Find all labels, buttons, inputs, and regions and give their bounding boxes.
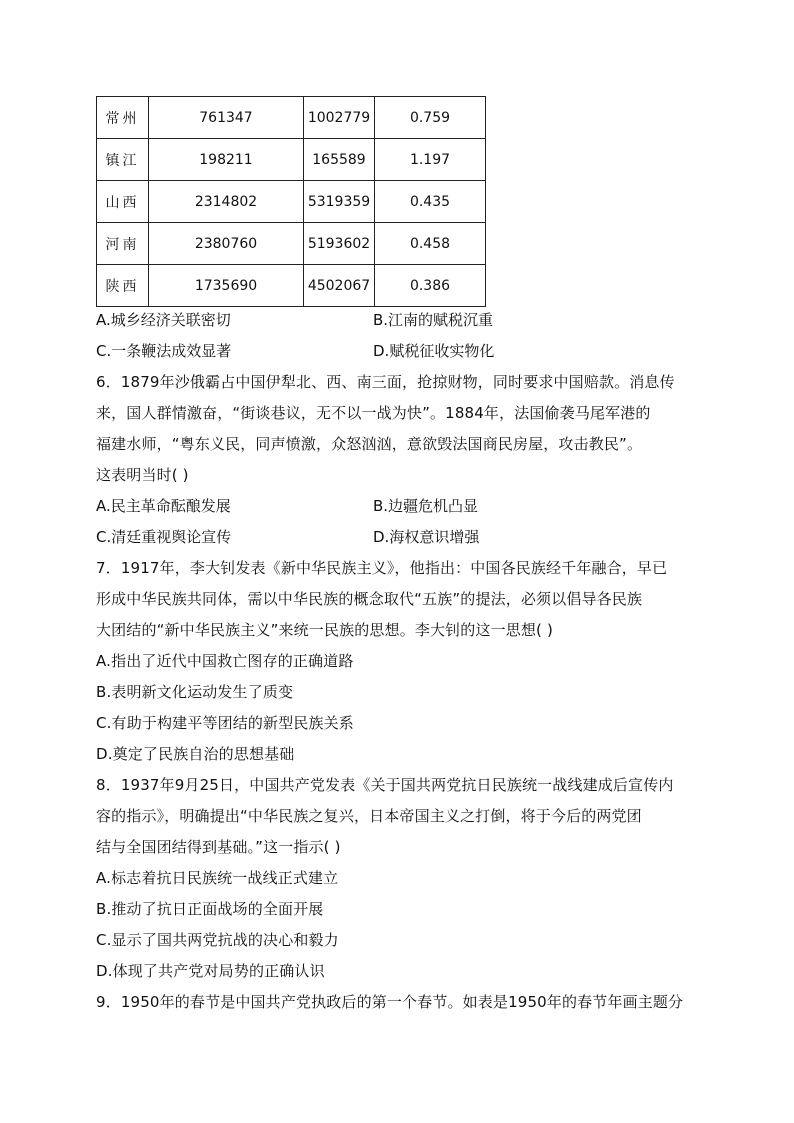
question-6-line: 来，国人群情激奋，“街谈巷议，无不以一战为快”。1884年，法国偷袭马尾军港的 bbox=[96, 404, 651, 422]
question-content bbox=[96, 305, 700, 1018]
question-8 bbox=[96, 770, 700, 987]
table-row bbox=[97, 139, 486, 181]
value-cell: 5319359 bbox=[304, 181, 375, 223]
question-6 bbox=[96, 367, 700, 553]
value-cell: 1735690 bbox=[149, 265, 304, 307]
question-8-line: 容的指示》，明确提出“中华民族之复兴，日本帝国主义之打倒，将于今后的两党团 bbox=[96, 807, 642, 825]
region-cell: 山西 bbox=[97, 181, 149, 223]
question-9-line: 9．1950年的春节是中国共产党执政后的第一个春节。如表是1950年的春节年画主题分 bbox=[96, 993, 684, 1011]
value-cell: 761347 bbox=[149, 97, 304, 139]
q7-option-b[interactable]: B.表明新文化运动发生了质变 bbox=[96, 683, 294, 701]
value-cell: 2314802 bbox=[149, 181, 304, 223]
q5-option-a[interactable]: A.城乡经济关联密切 bbox=[96, 311, 231, 329]
q6-option-a[interactable]: A.民主革命酝酿发展 bbox=[96, 497, 231, 515]
region-cell: 镇江 bbox=[97, 139, 149, 181]
q8-option-d[interactable]: D.体现了共产党对局势的正确认识 bbox=[96, 962, 325, 980]
q6-options-row-1 bbox=[96, 491, 700, 522]
value-cell: 198211 bbox=[149, 139, 304, 181]
question-7-line: 大团结的“新中华民族主义”来统一民族的思想。李大钊的这一思想( ) bbox=[96, 621, 553, 639]
data-table bbox=[96, 96, 486, 307]
region-cell: 常州 bbox=[97, 97, 149, 139]
table-row bbox=[97, 97, 486, 139]
question-6-line: 这表明当时( ) bbox=[96, 466, 189, 484]
ratio-cell: 1.197 bbox=[375, 139, 486, 181]
value-cell: 165589 bbox=[304, 139, 375, 181]
value-cell: 1002779 bbox=[304, 97, 375, 139]
q5-option-d[interactable]: D.赋税征收实物化 bbox=[373, 342, 495, 360]
region-cell: 河南 bbox=[97, 223, 149, 265]
question-7-line: 7．1917年，李大钊发表《新中华民族主义》，他指出：中国各民族经千年融合，早已 bbox=[96, 559, 668, 577]
q6-options-row-2 bbox=[96, 522, 700, 553]
table-row bbox=[97, 223, 486, 265]
q7-option-a[interactable]: A.指出了近代中国救亡图存的正确道路 bbox=[96, 652, 354, 670]
ratio-cell: 0.759 bbox=[375, 97, 486, 139]
q6-option-d[interactable]: D.海权意识增强 bbox=[373, 528, 480, 546]
table-row bbox=[97, 181, 486, 223]
question-9 bbox=[96, 987, 700, 1018]
q5-options-row-1 bbox=[96, 305, 700, 336]
question-7-line: 形成中华民族共同体，需以中华民族的概念取代“五族”的提法，必须以倡导各民族 bbox=[96, 590, 643, 608]
question-8-line: 结与全国团结得到基础。”这一指示( ) bbox=[96, 838, 341, 856]
ratio-cell: 0.386 bbox=[375, 265, 486, 307]
value-cell: 2380760 bbox=[149, 223, 304, 265]
table-row bbox=[97, 265, 486, 307]
question-8-line: 8．1937年9月25日，中国共产党发表《关于国共两党抗日民族统一战线建成后宣传内 bbox=[96, 776, 674, 794]
q8-option-b[interactable]: B.推动了抗日正面战场的全面开展 bbox=[96, 900, 324, 918]
q5-options-row-2 bbox=[96, 336, 700, 367]
q6-option-b[interactable]: B.边疆危机凸显 bbox=[373, 497, 479, 515]
ratio-cell: 0.435 bbox=[375, 181, 486, 223]
ratio-cell: 0.458 bbox=[375, 223, 486, 265]
value-cell: 4502067 bbox=[304, 265, 375, 307]
region-cell: 陕西 bbox=[97, 265, 149, 307]
q5-option-c[interactable]: C.一条鞭法成效显著 bbox=[96, 342, 232, 360]
value-cell: 5193602 bbox=[304, 223, 375, 265]
question-6-line: 福建水师，“粤东义民，同声愤激，众怒汹汹，意欲毁法国商民房屋，攻击教民”。 bbox=[96, 435, 643, 453]
question-7 bbox=[96, 553, 700, 770]
q7-option-c[interactable]: C.有助于构建平等团结的新型民族关系 bbox=[96, 714, 354, 732]
q5-option-b[interactable]: B.江南的赋税沉重 bbox=[373, 311, 494, 329]
q8-option-c[interactable]: C.显示了国共两党抗战的决心和毅力 bbox=[96, 931, 339, 949]
question-6-line: 6．1879年沙俄霸占中国伊犁北、西、南三面，抢掠财物，同时要求中国赔款。消息传 bbox=[96, 373, 675, 391]
q8-option-a[interactable]: A.标志着抗日民族统一战线正式建立 bbox=[96, 869, 339, 887]
q6-option-c[interactable]: C.清廷重视舆论宣传 bbox=[96, 528, 232, 546]
q7-option-d[interactable]: D.奠定了民族自治的思想基础 bbox=[96, 745, 295, 763]
